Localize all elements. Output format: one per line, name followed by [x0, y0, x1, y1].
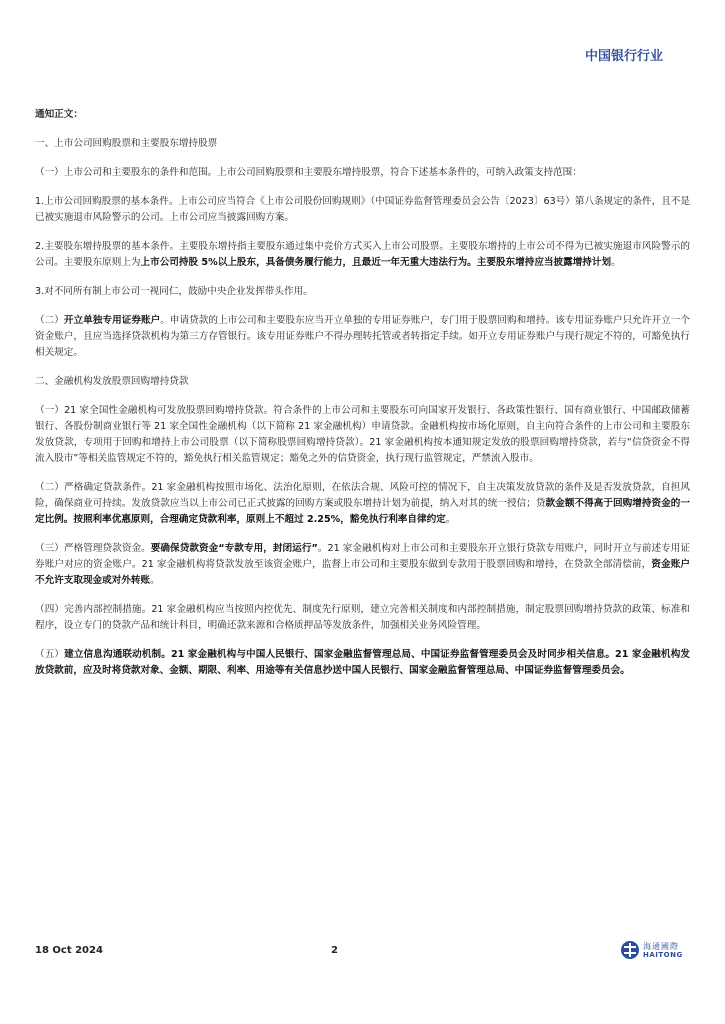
haitong-logo-icon	[620, 940, 640, 960]
paragraph-10	[35, 647, 690, 679]
document-body	[35, 107, 690, 692]
paragraph-9: （四）完善内部控制措施。21 家金融机构应当按照内控优先、制度先行原则，建立完善相关制度和内部控制措施，制定股票回购增持贷款的政策、标准和程序，设立专门的贷款产品和统计科目，明确还款来源和合格质押品等发放条件，加强相关业务风险管理。	[35, 604, 690, 631]
page-number: 2	[331, 945, 338, 956]
paragraph-10-prefix: （五）	[35, 649, 65, 660]
footer-date: 18 Oct 2024	[35, 945, 103, 956]
paragraph-2: 1.上市公司回购股票的基本条件。上市公司应当符合《上市公司股份回购规则》（中国证券监督管理委员会公告〔2023〕63号）第八条规定的条件，且不是已被实施退市风险警示的公司。上市公司应当披露回购方案。	[35, 196, 690, 223]
paragraph-1: （一）上市公司和主要股东的条件和范围。上市公司回购股票和主要股东增持股票，符合下述基本条件的，可纳入政策支持范围：	[35, 167, 582, 178]
paragraph-3-text: 2.主要股东增持股票的基本条件。主要股东增持指主要股东通过集中竞价方式买入上市公司股票。主要股东增持的上市公司不得为已被实施退市风险警示的公司。主要股东原则上为	[35, 241, 690, 268]
paragraph-7-end: 。	[445, 514, 456, 525]
paragraph-8-end: 。	[150, 575, 160, 586]
paragraph-8-prefix: （三）严格管理贷款资金。	[35, 543, 151, 554]
header-brand: 中国银行行业	[584, 49, 663, 64]
logo-text-cn: 海通國際	[643, 942, 679, 951]
paragraph-5	[35, 313, 690, 361]
section-title-2: 二、金融机构发放股票回购增持贷款	[35, 376, 189, 387]
paragraph-3	[35, 239, 690, 271]
paragraph-3-bold: 上市公司持股 5%以上股东，具备债务履行能力，且最近一年无重大违法行为。主要股东增持应当披露增持计划	[140, 257, 612, 268]
paragraph-5-bold: 开立单独专用证券账户	[63, 315, 161, 326]
section-title-1: 一、上市公司回购股票和主要股东增持股票	[35, 138, 218, 149]
paragraph-10-bold-1: 建立信息沟通联动机制。	[64, 649, 171, 660]
paragraph-6: （一）21 家全国性金融机构可发放股票回购增持贷款。符合条件的上市公司和主要股东可向国家开发银行、各政策性银行、国有商业银行、中国邮政储蓄银行、各股份制商业银行等 21 家全国性金融机构（以下简称 21 家金融机构）申请贷款。金融机构按市场化原则，自主向符合条件的上市公司和主要股东发放贷款，专项用于回购和增持上市公司股票（以下简称股票回购增持贷款）。21 家金融机构按本通知规定发放的股票回购增持贷款，若与“信贷资金不得流入股市”等相关监管规定不符的，豁免执行相关监管规定；豁免之外的信贷资金，执行现行监管规定，严禁流入股市。	[35, 405, 690, 464]
logo-text-en: HAITONG	[643, 951, 683, 959]
paragraph-10-text: 21 家金融机构与中国人民银行、国家金融监督管理总局、中国证券监督管理委员会及时同步相关信息。21 家金融机构	[170, 649, 681, 660]
paragraph-8-text: 。21 家金融机构对上市公司和主要股东开立银行贷款专用账户，同时开立与前述专用证券账户对应的资金账户。21 家金融机构将贷款发放至该资金账户，监督上市公司和主要股东做到专款用于股票回购和增持，在贷款全部清偿前，	[35, 543, 691, 570]
paragraph-4: 3.对不同所有制上市公司一视同仁，鼓励中央企业发挥带头作用。	[35, 286, 313, 297]
paragraph-5-prefix: （二）	[35, 315, 64, 326]
paragraph-8	[35, 541, 690, 589]
paragraph-10-bold-2: 发放贷款前，应及时将贷款对象、金额、期限、利率、用途等有关信息抄送中国人民银行、国家金融监督管理总局、中国证券监督管理委员会。	[35, 649, 691, 676]
paragraph-7-text: （二）严格确定贷款条件。21 家金融机构按照市场化、法治化原则，在依法合规、风险可控的情况下，自主决策发放贷款的条件及是否发放贷款，自担风险，确保商业可持续。发放贷款应当以上市公司已正式披露的回购方案或股东增持计划为前提，纳入对其的统一授信；贷	[35, 482, 690, 509]
paragraph-3-end: 。	[611, 257, 621, 268]
paragraph-7-bold: 款金额不得高于回购增持资金的一定比例。按照利率优惠原则，合理确定贷款利率，原则上不超过 2.25%，豁免执行利率自律约定	[35, 498, 691, 525]
paragraph-8-bold-2: 资金账户不允许支取现金或对外转账	[35, 559, 691, 586]
paragraph-8-bold-1: 要确保贷款资金“专款专用，封闭运行”	[150, 543, 318, 554]
haitong-logo	[620, 940, 688, 962]
paragraph-5-text: 。申请贷款的上市公司和主要股东应当开立单独的专用证券账户，专门用于股票回购和增持。该专用证券账户只允许开立一个资金账户，且应当选择贷款机构为第三方存管银行。该专用证券账户不得办理转托管或者转指定手续。如开立专用证券账户与现行规定不符的，可豁免执行相关规定。	[35, 315, 691, 358]
paragraph-7	[35, 480, 690, 528]
notice-heading: 通知正文：	[35, 109, 83, 120]
